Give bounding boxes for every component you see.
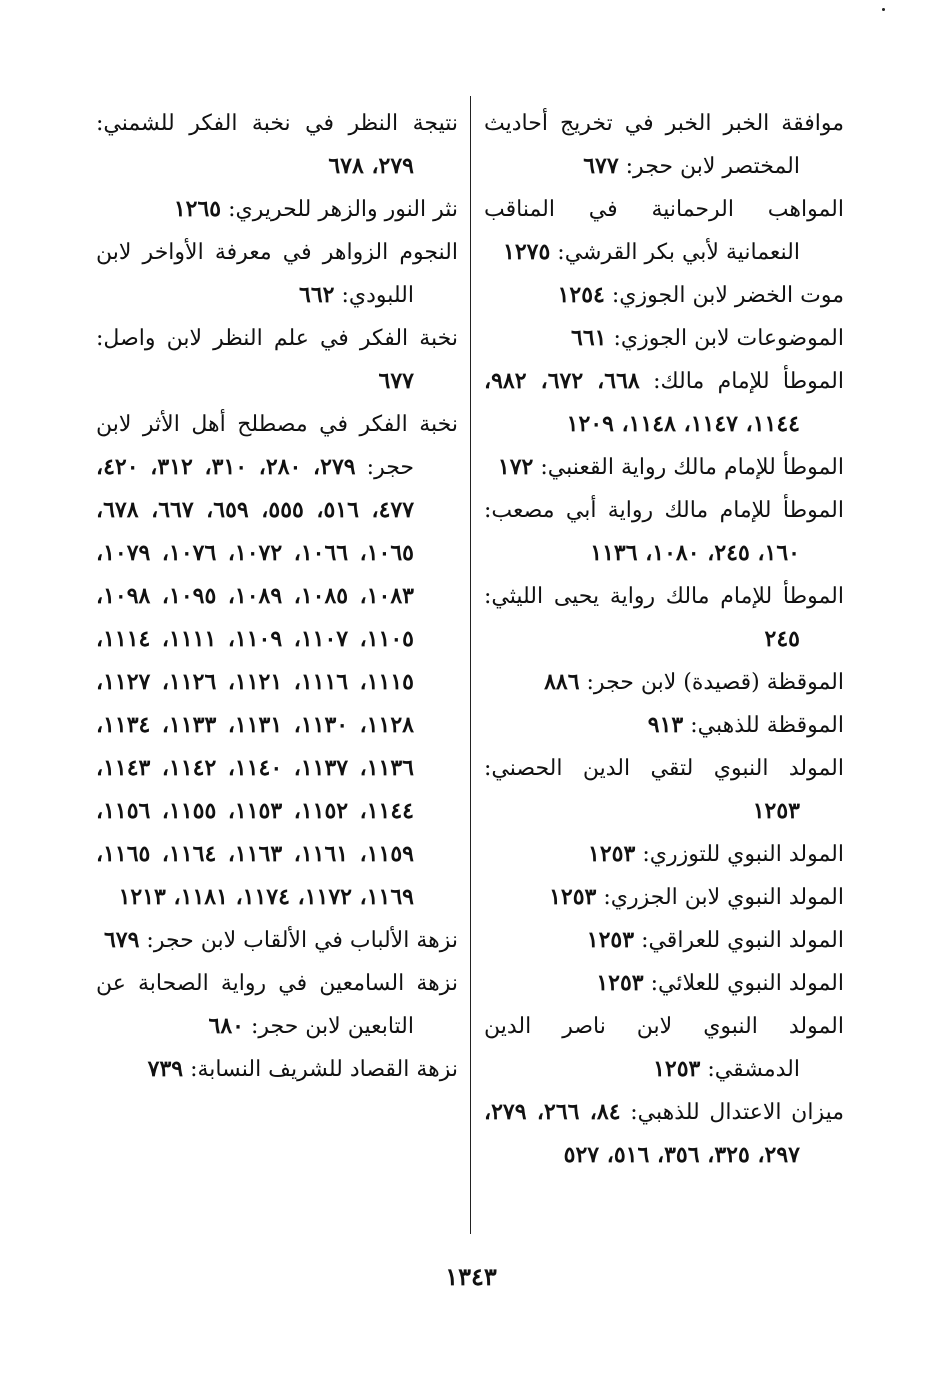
entry-pages: ١٦٠، ٢٤٥، ١٠٨٠، ١١٣٦ xyxy=(590,540,800,566)
index-entry xyxy=(484,274,844,317)
entry-pages: ٨٤، ٢٦٦، ٢٧٩، ٢٩٧، ٣٢٥، ٣٥٦، ٥١٦، ٥٢٧ xyxy=(484,1099,800,1168)
entry-pages: ٦٦٨، ٦٧٢، ٩٨٢، ١١٤٤، ١١٤٧، ١١٤٨، ١٢٠٩ xyxy=(484,368,800,437)
entry-title: الموقظة للذهبي: xyxy=(690,713,844,738)
entry-title: نخبة الفكر في علم النظر لابن واصل: xyxy=(96,326,458,351)
entry-title: نخبة الفكر في مصطلح أهل الأثر لابن حجر: xyxy=(96,412,458,480)
entry-title: موت الخضر لابن الجوزي: xyxy=(611,283,844,308)
entry-title: المولد النبوي لتقي الدين الحصني: xyxy=(484,756,844,781)
index-entry xyxy=(484,661,844,704)
index-entry xyxy=(96,317,458,403)
column-divider xyxy=(470,96,471,1234)
index-entry xyxy=(96,1048,458,1091)
index-entry xyxy=(484,919,844,962)
index-entry xyxy=(484,102,844,188)
entry-pages: ١٧٢ xyxy=(497,454,534,480)
entry-title: نتيجة النظر في نخبة الفكر للشمني: xyxy=(96,111,458,136)
entry-title: نزهة الألباب في الألقاب لابن حجر: xyxy=(146,928,458,953)
entry-pages: ٦٨٠ xyxy=(208,1013,244,1039)
entry-title: النجوم الزواهر في معرفة الأواخر لابن اللبودي: xyxy=(96,240,458,308)
entry-pages: ٢٧٩، ٦٧٨ xyxy=(328,153,414,179)
entry-title: الموطأ للإمام مالك رواية أبي مصعب: xyxy=(484,498,844,523)
index-entry xyxy=(484,446,844,489)
entry-title: نثر النور والزهر للحريري: xyxy=(228,197,458,222)
index-entry xyxy=(484,1005,844,1091)
page-speck xyxy=(882,8,885,11)
entry-pages: ٦٦٢ xyxy=(299,282,335,308)
index-entry xyxy=(484,188,844,274)
entry-pages: ١٢٥٣ xyxy=(588,841,636,867)
entry-pages: ١٢٥٤ xyxy=(557,282,605,308)
index-entry xyxy=(484,575,844,661)
entry-pages: ١٢٧٥ xyxy=(503,239,551,265)
index-entry xyxy=(484,833,844,876)
entry-title: المواهب الرحمانية في المناقب النعمانية لأبي بكر القرشي: xyxy=(484,197,844,265)
entry-pages: ٧٣٩ xyxy=(147,1056,184,1082)
index-entry xyxy=(484,489,844,575)
index-entry xyxy=(96,231,458,317)
entry-pages: ١٢٥٣ xyxy=(752,798,800,824)
entry-title: المولد النبوي للعلائي: xyxy=(650,971,844,996)
entry-pages: ١٢٥٣ xyxy=(596,970,644,996)
entry-title: المولد النبوي لابن الجزري: xyxy=(603,885,844,910)
entry-pages: ١٢٥٣ xyxy=(653,1056,701,1082)
entry-pages: ٦٧٧ xyxy=(583,153,619,179)
entry-title: نزهة القصاد للشريف النسابة: xyxy=(190,1057,458,1082)
index-entry xyxy=(96,403,458,919)
entry-title: المولد النبوي لابن ناصر الدين الدمشقي: xyxy=(484,1014,844,1082)
entry-title: الموطأ للإمام مالك: xyxy=(653,369,844,394)
index-entry xyxy=(484,360,844,446)
page-number: ١٣٤٣ xyxy=(445,1262,497,1291)
entry-title: الموقظة (قصيدة) لابن حجر: xyxy=(586,670,844,695)
entry-title: المولد النبوي للتوزري: xyxy=(642,842,844,867)
entry-title: موافقة الخبر الخبر في تخريج أحاديث المختصر لابن حجر: xyxy=(484,111,844,179)
index-entry xyxy=(484,962,844,1005)
index-entry xyxy=(484,876,844,919)
entry-pages: ٦٧٧ xyxy=(378,368,414,394)
index-entry xyxy=(484,1091,844,1177)
entry-pages: ٢٤٥ xyxy=(764,626,800,652)
index-entry xyxy=(96,102,458,188)
entry-pages: ٦٧٩ xyxy=(103,927,140,953)
index-entry xyxy=(484,704,844,747)
entry-title: الموضوعات لابن الجوزي: xyxy=(613,326,844,351)
entry-pages: ١٢٥٣ xyxy=(549,884,597,910)
entry-pages: ٦٦١ xyxy=(571,325,607,351)
entry-pages: ٩١٣ xyxy=(647,712,684,738)
entry-title: نزهة السامعين في رواية الصحابة عن التابعين لابن حجر: xyxy=(96,971,458,1039)
entry-title: ميزان الاعتدال للذهبي: xyxy=(630,1100,844,1125)
index-entry xyxy=(96,919,458,962)
entry-pages: ٢٧٩، ٢٨٠، ٣١٠، ٣١٢، ٤٢٠، ٤٧٧، ٥١٦، ٥٥٥، ٦٥٩، ٦٦٧، ٦٧٨، ١٠٦٥، ١٠٦٦، ١٠٧٢، ١٠٧٦، ١٠٧٩، ١٠٨٣، ١٠٨٥، ١٠٨٩، ١٠٩٥، ١٠٩٨، ١١٠٥، ١١٠٧، ١١٠٩، ١١١١، ١١١٤، ١١١٥، ١١١٦، ١١٢١، ١١٢٦، ١١٢٧، ١١٢٨، ١١٣٠، ١١٣١، ١١٣٣، ١١٣٤، ١١٣٦، ١١٣٧، ١١٤٠، ١١٤٢، ١١٤٣، ١١٤٤، ١١٥٢، ١١٥٣، ١١٥٥، ١١٥٦، ١١٥٩، ١١٦١، ١١٦٣، ١١٦٤، ١١٦٥، ١١٦٩، ١١٧٢، ١١٧٤، ١١٨١، ١٢١٣ xyxy=(96,454,415,910)
index-entry xyxy=(96,188,458,231)
index-entry xyxy=(484,317,844,360)
index-column-right xyxy=(484,102,844,1177)
entry-pages: ١٢٥٣ xyxy=(586,927,635,953)
index-entry xyxy=(484,747,844,833)
entry-title: المولد النبوي للعراقي: xyxy=(641,928,844,953)
index-column-left xyxy=(96,102,458,1091)
entry-pages: ٨٨٦ xyxy=(544,669,580,695)
entry-pages: ١٢٦٥ xyxy=(173,196,222,222)
entry-title: الموطأ للإمام مالك رواية يحيى الليثي: xyxy=(484,584,844,609)
entry-title: الموطأ للإمام مالك رواية القعنبي: xyxy=(540,455,844,480)
index-entry xyxy=(96,962,458,1048)
